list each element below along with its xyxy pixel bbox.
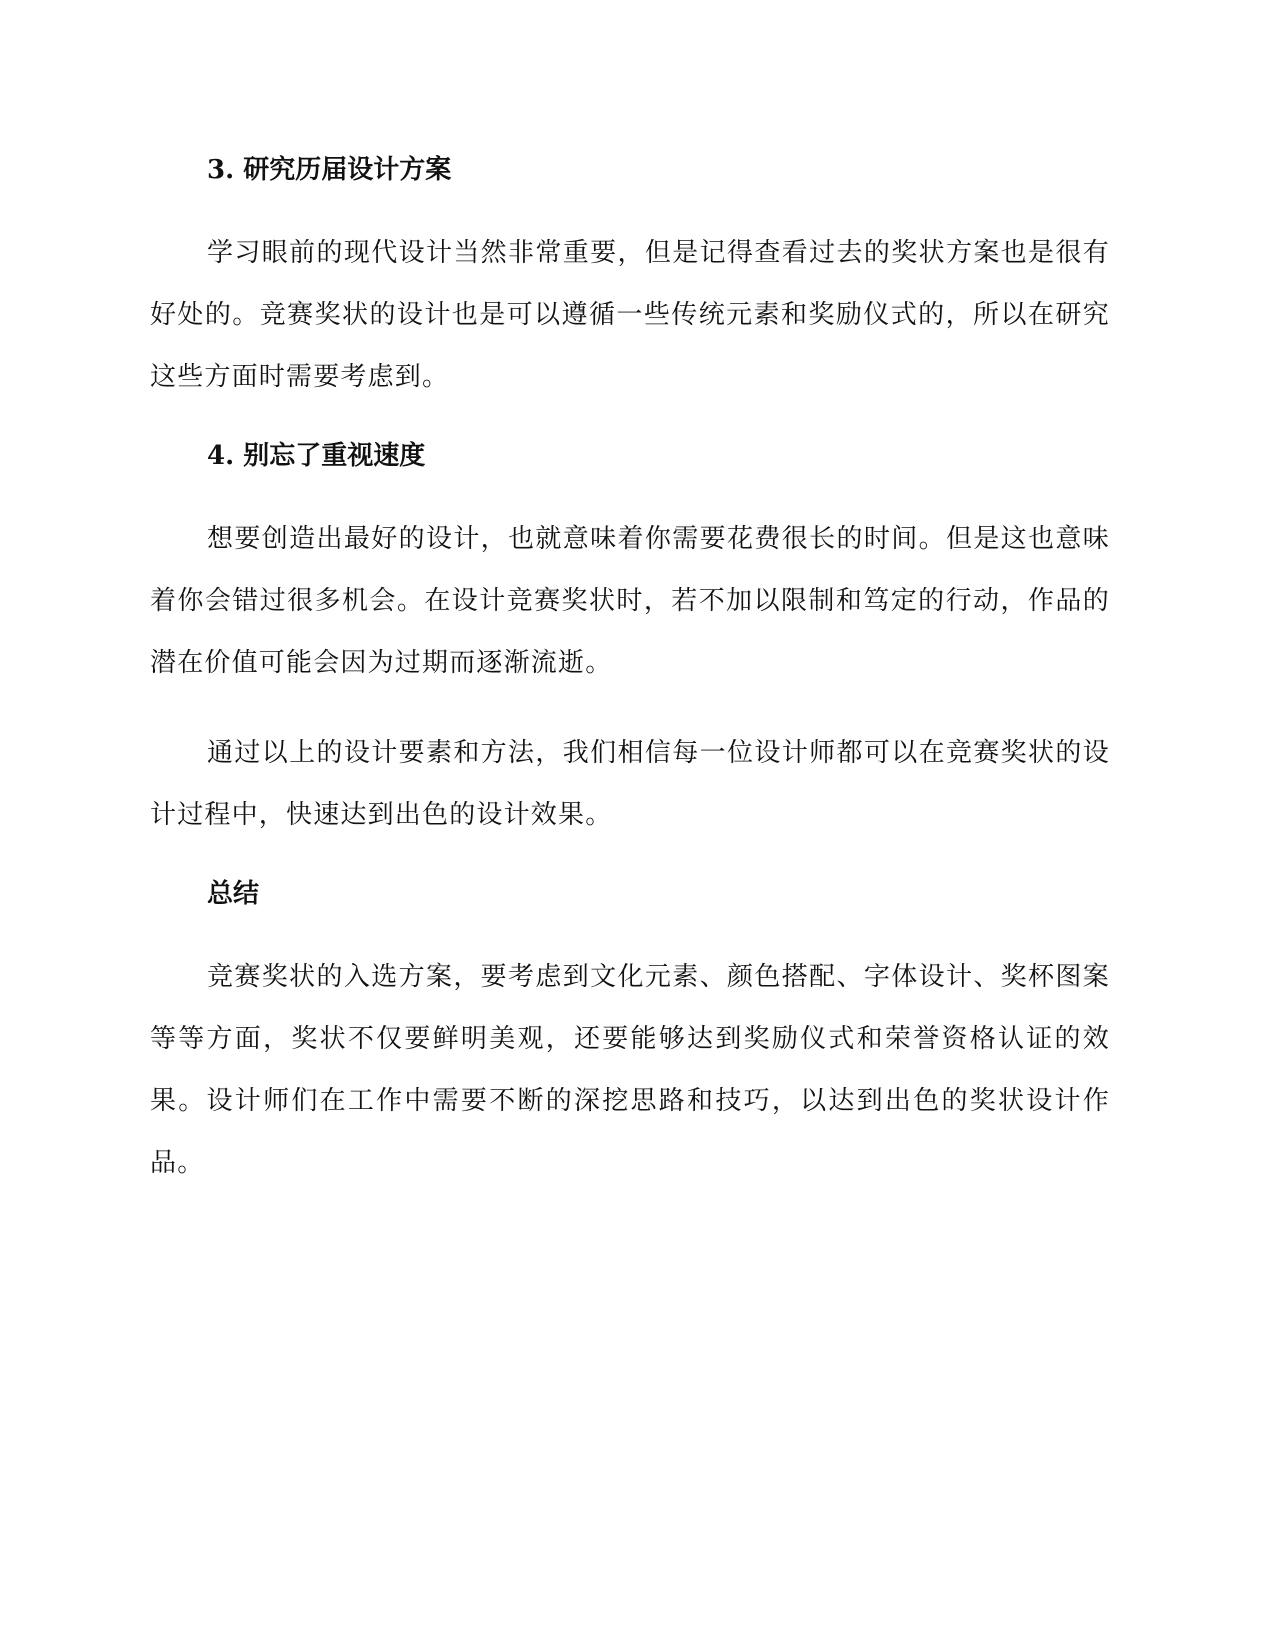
section-paragraph: 想要创造出最好的设计，也就意味着你需要花费很长的时间。但是这也意味着你会错过很多机会。在设计竞赛奖状时，若不加以限制和笃定的行动，作品的潜在价值可能会因为过期而逐渐流逝。 [150,524,1110,678]
section-heading-speed: 4. 别忘了重视速度 [207,441,426,471]
section-paragraph: 通过以上的设计要素和方法，我们相信每一位设计师都可以在竞赛奖状的设计过程中，快速达到出色的设计效果。 [150,738,1110,830]
section-heading-summary: 总结 [207,879,260,909]
section-paragraph: 学习眼前的现代设计当然非常重要，但是记得查看过去的奖状方案也是很有好处的。竞赛奖状的设计也是可以遵循一些传统元素和奖励仪式的，所以在研究这些方面时需要考虑到。 [150,238,1110,392]
section-heading-research-past-designs: 3. 研究历届设计方案 [207,155,452,185]
section-paragraph: 竞赛奖状的入选方案，要考虑到文化元素、颜色搭配、字体设计、奖杯图案等等方面，奖状不仅要鲜明美观，还要能够达到奖励仪式和荣誉资格认证的效果。设计师们在工作中需要不断的深挖思路和技巧，以达到出色的奖状设计作品。 [150,962,1110,1178]
document-body [150,152,1110,1194]
